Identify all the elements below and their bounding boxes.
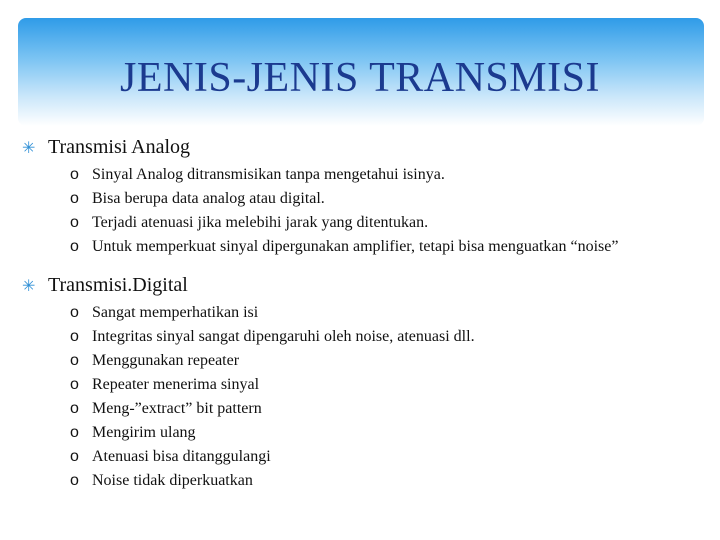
asterisk-bullet-icon: ✳	[22, 138, 36, 157]
list-item	[70, 397, 712, 421]
list-item	[70, 187, 712, 211]
list-item	[70, 421, 712, 445]
circle-bullet-icon: o	[70, 424, 79, 441]
circle-bullet-icon: o	[70, 400, 79, 417]
list-item	[70, 469, 712, 493]
list-item-text: Mengirim ulang	[92, 424, 196, 441]
section-heading: Transmisi.Digital	[48, 274, 188, 296]
section-heading-row	[22, 134, 712, 161]
section-heading-row	[22, 272, 712, 299]
list-item-text: Sinyal Analog ditransmisikan tanpa mengetahui isinya.	[92, 166, 445, 183]
section-digital	[22, 272, 712, 493]
list-item	[70, 211, 712, 235]
asterisk-bullet-icon: ✳	[22, 276, 36, 295]
list-item-text: Noise tidak diperkuatkan	[92, 472, 253, 489]
circle-bullet-icon: o	[70, 190, 79, 207]
list-item	[70, 301, 712, 325]
list-item-text: Menggunakan repeater	[92, 352, 240, 369]
list-item-text: Terjadi atenuasi jika melebihi jarak yang ditentukan.	[92, 214, 429, 231]
list-item	[70, 445, 712, 469]
circle-bullet-icon: o	[70, 376, 79, 393]
list-item-text: Repeater menerima sinyal	[92, 376, 260, 393]
list-item-text: Meng-”extract” bit pattern	[92, 400, 262, 417]
list-item-text: Integritas sinyal sangat dipengaruhi oleh noise, atenuasi dll.	[92, 328, 475, 345]
circle-bullet-icon: o	[70, 352, 79, 369]
list-item-text: Untuk memperkuat sinyal dipergunakan amplifier, tetapi bisa menguatkan “noise”	[92, 238, 619, 255]
list-item-text: Sangat memperhatikan isi	[92, 304, 259, 321]
list-item	[70, 325, 712, 349]
list-item	[70, 163, 712, 187]
section-analog	[22, 134, 712, 259]
list-item-text: Atenuasi bisa ditanggulangi	[92, 448, 271, 465]
list-item	[70, 349, 712, 373]
circle-bullet-icon: o	[70, 472, 79, 489]
section-heading: Transmisi Analog	[48, 136, 191, 158]
circle-bullet-icon: o	[70, 328, 79, 345]
circle-bullet-icon: o	[70, 448, 79, 465]
slide-title: JENIS-JENIS TRANSMISI	[120, 55, 600, 101]
bullet-list	[70, 163, 712, 259]
circle-bullet-icon: o	[70, 166, 79, 183]
list-item-text: Bisa berupa data analog atau digital.	[92, 190, 325, 207]
circle-bullet-icon: o	[70, 238, 79, 255]
circle-bullet-icon: o	[70, 214, 79, 231]
circle-bullet-icon: o	[70, 304, 79, 321]
bullet-list	[70, 301, 712, 493]
list-item	[70, 373, 712, 397]
list-item	[70, 235, 712, 259]
